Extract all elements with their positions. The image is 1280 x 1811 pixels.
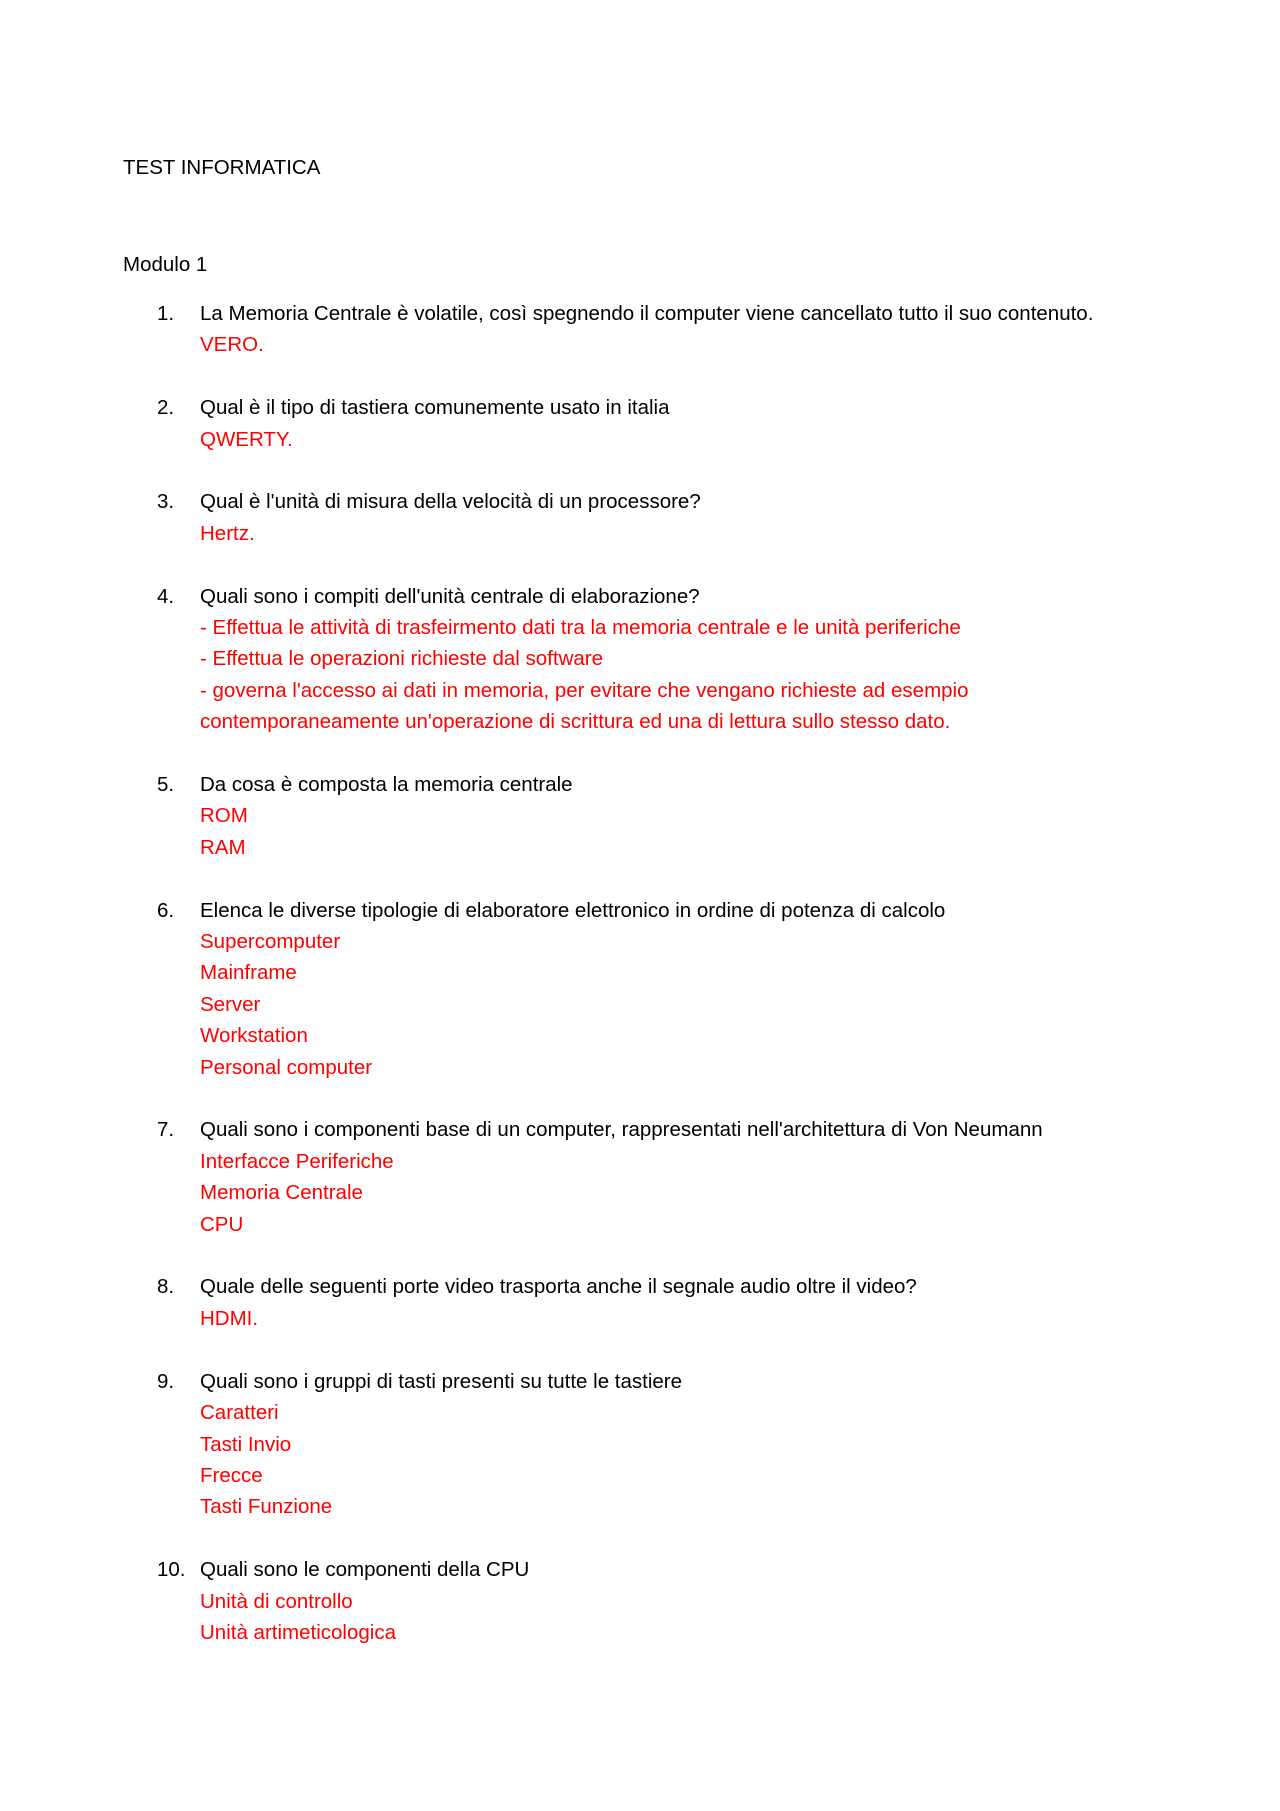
- answer-line: CPU: [200, 1212, 244, 1236]
- question-list: [0, 298, 1280, 1680]
- answer-line: Supercomputer: [200, 930, 341, 954]
- answer-line: Unità di controllo: [200, 1589, 353, 1613]
- question-text: La Memoria Centrale è volatile, così spegnendo il computer viene cancellato tutto il suo contenuto.: [200, 302, 1094, 325]
- answer-line: ROM: [200, 804, 248, 828]
- question-item: [0, 769, 1280, 863]
- question-item: [0, 298, 1280, 361]
- section-title: Modulo 1: [123, 253, 208, 276]
- question-number: 10.: [157, 1558, 186, 1582]
- question-text: Qual è l'unità di misura della velocità di un processore?: [200, 490, 701, 514]
- question-number: 8.: [157, 1275, 175, 1299]
- question-text: Qual è il tipo di tastiera comunemente usato in italia: [200, 396, 670, 420]
- question-item: [0, 1366, 1280, 1523]
- question-text: Elenca le diverse tipologie di elaboratore elettronico in ordine di potenza di calcolo: [200, 898, 946, 922]
- question-text: Da cosa è composta la memoria centrale: [200, 773, 573, 797]
- answer-line: VERO.: [200, 333, 264, 357]
- question-number: 9.: [157, 1369, 175, 1393]
- answer-line: Memoria Centrale: [200, 1181, 363, 1205]
- answer-line: Interfacce Periferiche: [200, 1149, 394, 1173]
- question-item: [0, 392, 1280, 455]
- question-item: [0, 486, 1280, 549]
- question-item: [0, 581, 1280, 738]
- answer-line: - governa l'accesso ai dati in memoria, per evitare che vengano richieste ad esempio contemporaneamente un'operazione di scrittura ed una di lettura sullo stesso dato.: [200, 678, 969, 734]
- question-number: 2.: [157, 396, 175, 420]
- question-number: 7.: [157, 1118, 175, 1142]
- answer-line: - Effettua le operazioni richieste dal software: [200, 647, 604, 671]
- question-text: Quali sono i componenti base di un computer, rappresentati nell'architettura di Von Neumann: [200, 1118, 1043, 1142]
- question-number: 3.: [157, 490, 175, 514]
- answer-line: Personal computer: [200, 1055, 373, 1079]
- question-number: 5.: [157, 773, 175, 797]
- answer-line: QWERTY.: [200, 427, 293, 451]
- answer-line: - Effettua le attività di trasfeirmento dati tra la memoria centrale e le unità periferiche: [200, 616, 961, 640]
- answer-line: Workstation: [200, 1024, 308, 1048]
- answer-line: Mainframe: [200, 961, 297, 985]
- question-text: Quali sono i gruppi di tasti presenti su tutte le tastiere: [200, 1369, 683, 1393]
- question-item: [0, 1271, 1280, 1334]
- answer-line: Frecce: [200, 1463, 263, 1487]
- answer-line: Hertz.: [200, 521, 255, 545]
- answer-line: Caratteri: [200, 1401, 279, 1425]
- question-text: Quale delle seguenti porte video trasporta anche il segnale audio oltre il video?: [200, 1275, 917, 1299]
- answer-line: Server: [200, 992, 261, 1016]
- answer-line: RAM: [200, 835, 246, 859]
- question-text: Quali sono i compiti dell'unità centrale di elaborazione?: [200, 584, 700, 608]
- question-item: [0, 1114, 1280, 1240]
- answer-line: Tasti Funzione: [200, 1495, 333, 1519]
- answer-line: Unità artimeticologica: [200, 1620, 396, 1644]
- answer-line: HDMI.: [200, 1306, 259, 1330]
- question-number: 4.: [157, 584, 175, 608]
- question-item: [0, 1554, 1280, 1648]
- question-number: 1.: [157, 302, 175, 325]
- question-text: Quali sono le componenti della CPU: [200, 1558, 530, 1582]
- question-number: 6.: [157, 898, 175, 922]
- question-item: [0, 895, 1280, 1083]
- document-title: TEST INFORMATICA: [123, 156, 321, 179]
- answer-line: Tasti Invio: [200, 1432, 292, 1456]
